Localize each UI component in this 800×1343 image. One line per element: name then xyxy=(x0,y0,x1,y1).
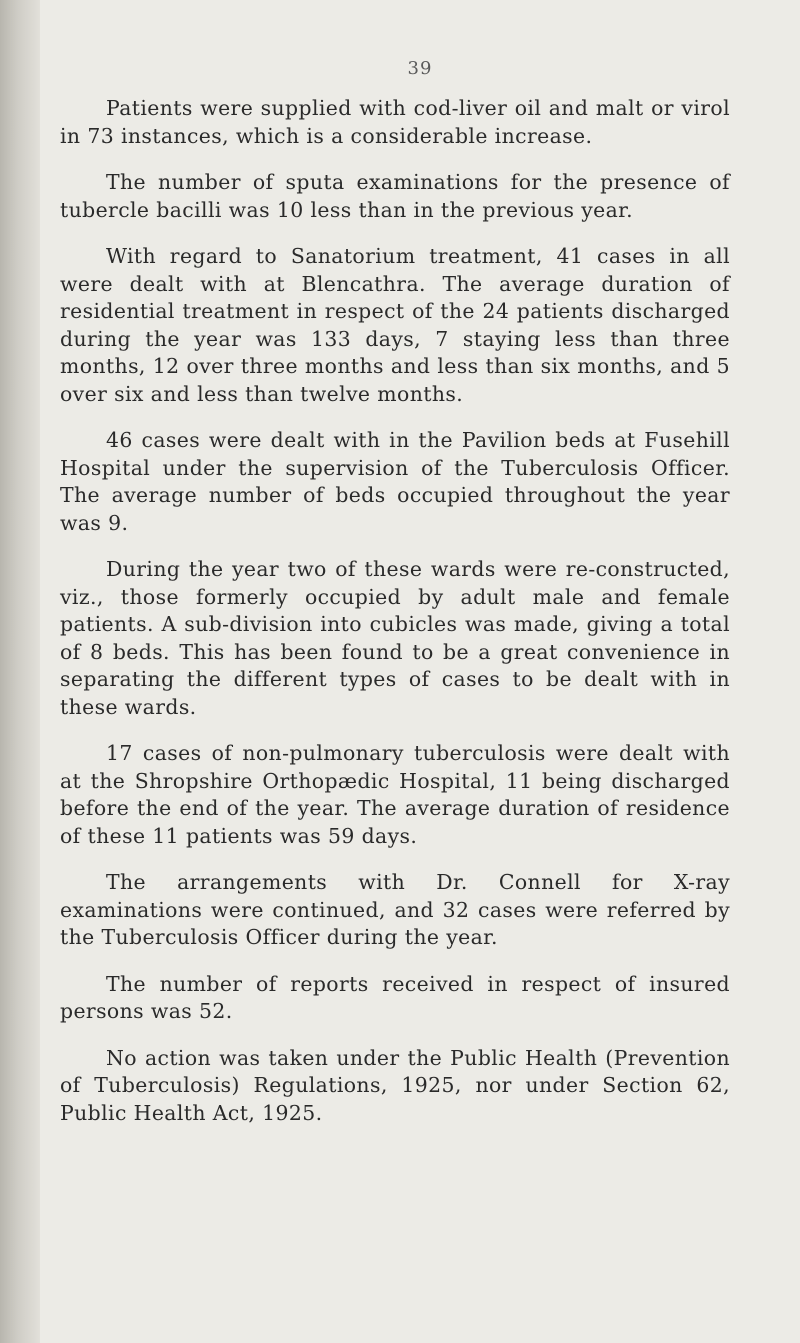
page-number: 39 xyxy=(407,58,433,79)
document-page xyxy=(40,0,800,1343)
paragraph-sputa-examinations: The number of sputa examinations for the presence of tubercle bacilli was 10 less than in the previous year. xyxy=(60,170,730,222)
paragraph-ward-reconstruction: During the year two of these wards were re-constructed, viz., those formerly occupied by adult male and female patients. A sub-division into cubicles was made, giving a total of 8 beds. This has been found to be a great convenience in separating the different types of cases to be dealt with in these wards. xyxy=(60,557,730,719)
paragraph-x-ray: The arrangements with Dr. Connell for X-ray examinations were continued, and 32 cases were referred by the Tuberculosis Officer during the year. xyxy=(60,870,730,949)
paragraph-cod-liver-oil: Patients were supplied with cod-liver oil and malt or virol in 73 instances, which is a considerable increase. xyxy=(60,96,730,148)
paragraph-regulations: No action was taken under the Public Health (Prevention of Tuberculosis) Regulations, 1925, nor under Section 62, Public Health Act, 1925. xyxy=(60,1045,730,1125)
paragraph-insured-persons: The number of reports received in respect of insured persons was 52. xyxy=(60,971,730,1023)
page-body xyxy=(60,95,730,1146)
paragraph-sanatorium-treatment: With regard to Sanatorium treatment, 41 cases in all were dealt with at Blencathra. The average duration of residential treatment in respect of the 24 patients discharged during the year was 133 days, 7 staying less than three months, 12 over three months and less than six months, and 5 over six and less than twelve months. xyxy=(60,244,730,406)
paragraph-pavilion-beds: 46 cases were dealt with in the Pavilion beds at Fusehill Hospital under the supervision of the Tuberculosis Officer. The average number of beds occupied throughout the year was 9. xyxy=(60,428,730,535)
paragraph-non-pulmonary: 17 cases of non-pulmonary tuberculosis were dealt with at the Shropshire Orthopædic Hospital, 11 being discharged before the end of the year. The average duration of residence of these 11 patients was 59 days. xyxy=(60,741,730,848)
book-spine-shadow xyxy=(0,0,40,1343)
